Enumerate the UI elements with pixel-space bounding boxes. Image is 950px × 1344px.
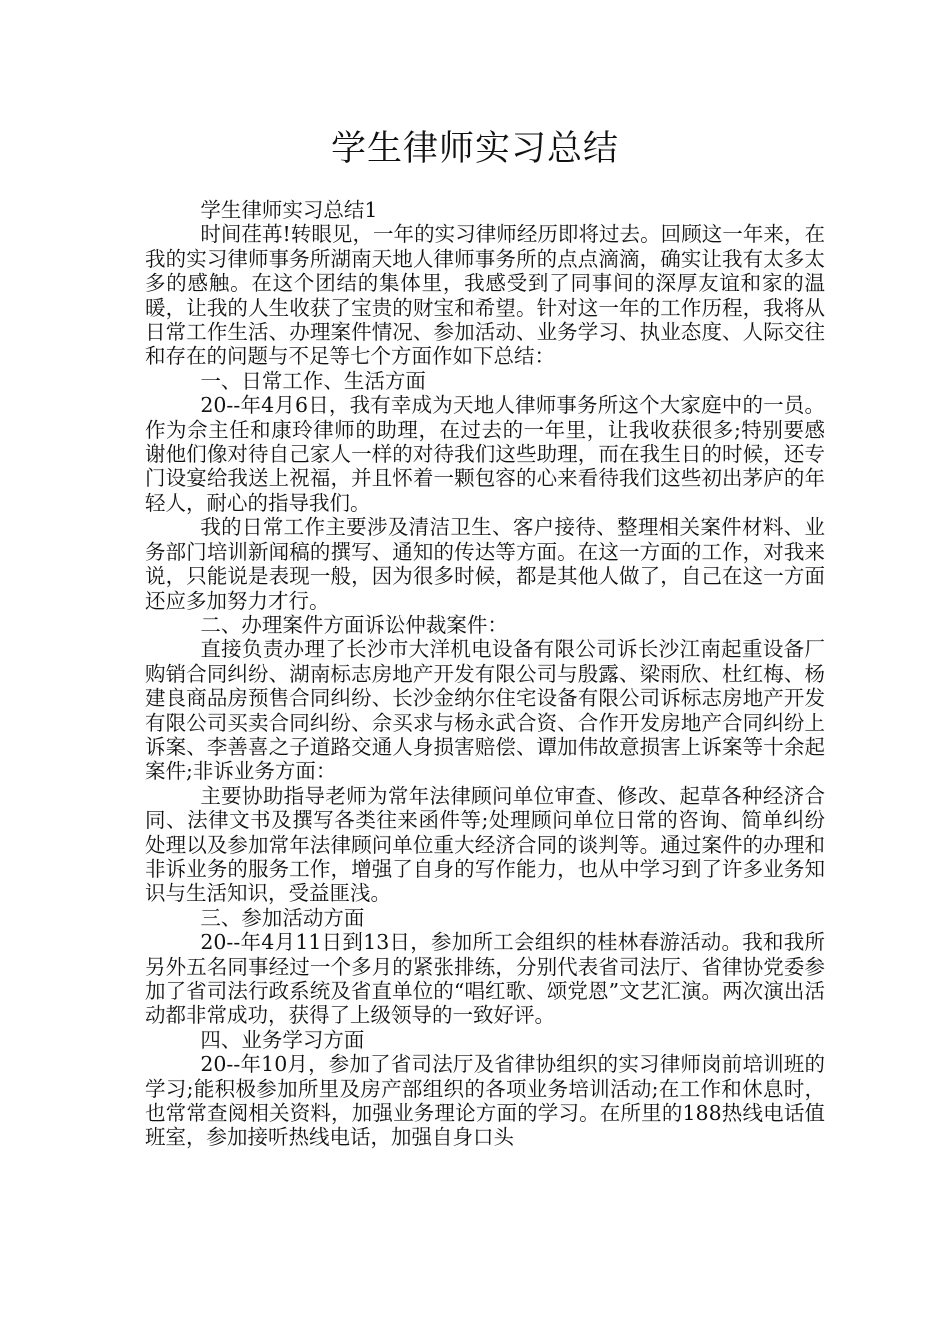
- section-heading-activities: 三、参加活动方面: [200, 905, 365, 930]
- cases-paragraph-2: 主要协助指导老师为常年法律顾问单位审查、修改、起草各种经济合同、法律文书及撰写各类往来函件等;处理顾问单位日常的咨询、简单纠纷处理以及参加常年法律顾问单位重大经济合同的谈判等。通过案件的办理和非诉业务的服务工作，增强了自身的写作能力，也从中学习到了许多业务知识与生活知识，受益匪浅。: [145, 783, 825, 906]
- section-heading-cases: 二、办理案件方面诉讼仲裁案件：: [200, 612, 508, 637]
- daily-work-paragraph-2: 我的日常工作主要涉及清洁卫生、客户接待、整理相关案件材料、业务部门培训新闻稿的撰写、通知的传达等方面。在这一方面的工作，对我来说，只能说是表现一般，因为很多时候，都是其他人做了，自己在这一方面还应多加努力才行。: [145, 515, 825, 613]
- section-heading-study: 四、业务学习方面: [200, 1027, 365, 1052]
- cases-paragraph-1: 直接负责办理了长沙市大洋机电设备有限公司诉长沙江南起重设备厂购销合同纠纷、湖南标志房地产开发有限公司与殷露、梁雨欣、杜红梅、杨建良商品房预售合同纠纷、长沙金纳尔住宅设备有限公司诉标志房地产开发有限公司买卖合同纠纷、佘买求与杨永武合资、合作开发房地产合同纠纷上诉案、李善喜之子道路交通人身损害赔偿、谭加伟故意损害上诉案等十余起案件;非诉业务方面：: [145, 637, 825, 784]
- subtitle-paragraph: 学生律师实习总结1: [200, 198, 378, 222]
- activities-paragraph: 20--年4月11日到13日，参加所工会组织的桂林春游活动。我和我所另外五名同事经过一个多月的紧张排练，分别代表省司法厅、省律协党委参加了省司法行政系统及省直单位的“唱红歌、颂党恩”文艺汇演。两次演出活动都非常成功，获得了上级领导的一致好评。: [145, 930, 825, 1028]
- intro-paragraph: 时间荏苒!转眼见，一年的实习律师经历即将过去。回顾这一年来，在我的实习律师事务所湖南天地人律师事务所的点点滴滴，确实让我有太多太多的感触。在这个团结的集体里，我感受到了同事间的深厚友谊和家的温暖，让我的人生收获了宝贵的财宝和希望。针对这一年的工作历程，我将从日常工作生活、办理案件情况、参加活动、业务学习、执业态度、人际交往和存在的问题与不足等七个方面作如下总结：: [145, 222, 825, 369]
- document-body: [145, 198, 825, 1150]
- study-paragraph: 20--年10月，参加了省司法厅及省律协组织的实习律师岗前培训班的学习;能积极参加所里及房产部组织的各项业务培训活动;在工作和休息时，也常常查阅相关资料，加强业务理论方面的学习。在所里的188热线电话值班室，参加接听热线电话，加强自身口头: [145, 1052, 825, 1150]
- section-heading-daily-work: 一、日常工作、生活方面: [200, 368, 426, 393]
- document-title: 学生律师实习总结: [330, 129, 619, 169]
- daily-work-paragraph-1: 20--年4月6日，我有幸成为天地人律师事务所这个大家庭中的一员。作为佘主任和康玲律师的助理，在过去的一年里，让我收获很多;特别要感谢他们像对待自己家人一样的对待我们这些助理，而在我生日的时候，还专门设宴给我送上祝福，并且怀着一颗包容的心来看待我们这些初出茅庐的年轻人，耐心的指导我们。: [145, 393, 825, 515]
